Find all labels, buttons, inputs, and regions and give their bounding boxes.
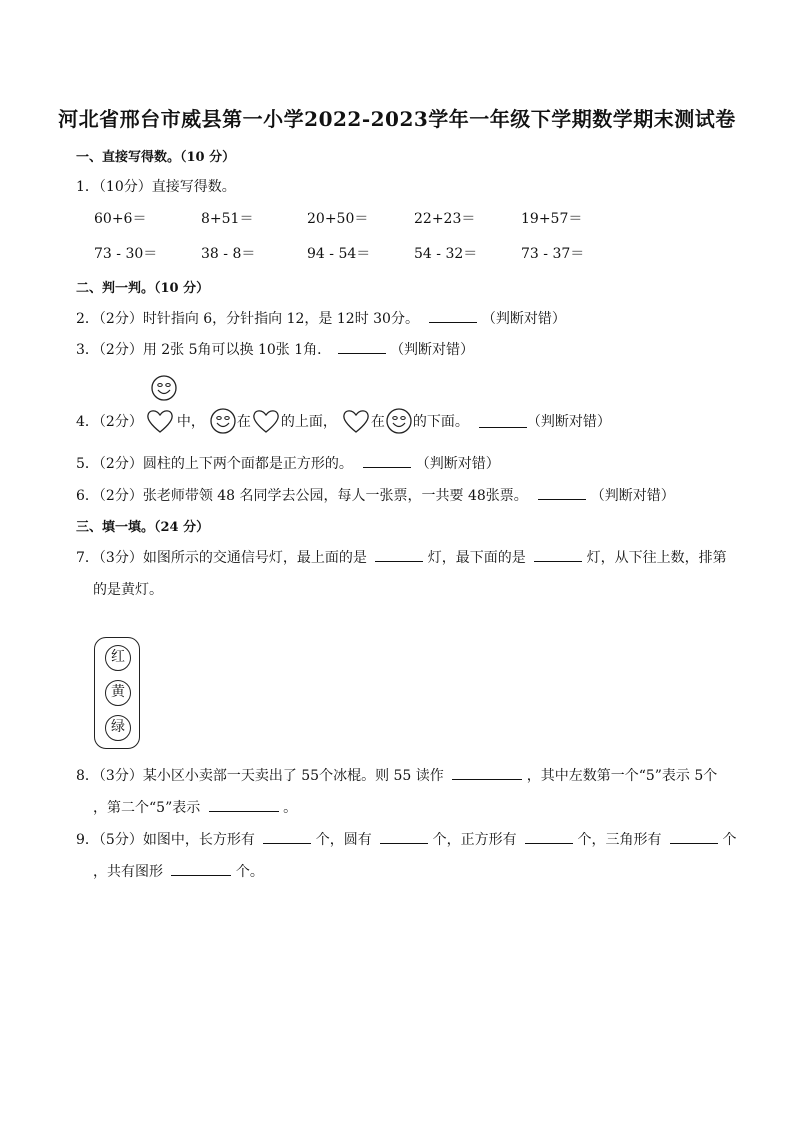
q9-text: 个 xyxy=(722,832,737,848)
calc-item: 94 - 54＝ xyxy=(307,246,371,262)
answer-blank[interactable] xyxy=(338,341,386,354)
question-3-text: 3．（2分）用 2张 5角可以换 10张 1角． xyxy=(76,342,332,358)
question-2 xyxy=(76,308,566,328)
q8-text: 。 xyxy=(283,800,298,816)
q9-text: 9．（5分）如图中，长方形有 xyxy=(76,832,255,848)
heart-icon xyxy=(145,407,175,435)
q4-text: 在 xyxy=(370,414,385,430)
q8-text: ，第二个“5”表示 xyxy=(93,800,201,816)
calc-item: 73 - 30＝ xyxy=(94,246,158,262)
question-5-text: 5．（2分）圆柱的上下两个面都是正方形的。 xyxy=(76,456,353,472)
heart-icon xyxy=(341,407,371,435)
question-6-text: 6．（2分）张老师带领 48 名同学去公园，每人一张票，一共要 48张票。 xyxy=(76,488,528,504)
question-8 xyxy=(76,765,717,785)
judge-suffix: （判断对错） xyxy=(590,488,675,504)
judge-suffix: （判断对错） xyxy=(526,414,611,430)
question-9-line-2 xyxy=(93,861,264,881)
answer-blank[interactable] xyxy=(534,549,582,562)
q8-text: ，其中左数第一个“5”表示 5个 xyxy=(526,768,718,784)
question-5 xyxy=(76,453,500,473)
question-8-line-2 xyxy=(93,797,297,817)
answer-blank[interactable] xyxy=(375,549,423,562)
judge-suffix: （判断对错） xyxy=(481,311,566,327)
answer-blank[interactable] xyxy=(209,799,279,812)
answer-blank[interactable] xyxy=(380,831,428,844)
answer-blank[interactable] xyxy=(452,767,522,780)
q9-text: 个，正方形有 xyxy=(432,832,517,848)
answer-blank[interactable] xyxy=(263,831,311,844)
section-heading-2: 二、判一判。（10 分） xyxy=(76,281,210,296)
q9-text: ，共有图形 xyxy=(93,864,163,880)
question-4 xyxy=(76,407,611,435)
traffic-light-figure xyxy=(94,637,140,749)
calc-item: 19+57＝ xyxy=(521,211,583,227)
smiley-icon xyxy=(209,407,237,435)
question-7-line-2: 的是黄灯。 xyxy=(93,582,163,598)
calc-item: 38 - 8＝ xyxy=(201,246,256,262)
answer-blank[interactable] xyxy=(670,831,718,844)
question-2-text: 2．（2分）时针指向 6，分针指向 12，是 12时 30分。 xyxy=(76,311,419,327)
heart-icon xyxy=(251,407,281,435)
question-3 xyxy=(76,339,474,359)
q7-text: 7．（3分）如图所示的交通信号灯，最上面的是 xyxy=(76,550,367,566)
calc-item: 22+23＝ xyxy=(414,211,476,227)
traffic-light-red: 红 xyxy=(105,645,131,671)
q9-text: 个，圆有 xyxy=(315,832,372,848)
q4-text: 在 xyxy=(236,414,251,430)
q4-text: 的上面， xyxy=(280,414,337,430)
q9-text: 个，三角形有 xyxy=(577,832,662,848)
q4-text: 中， xyxy=(176,414,205,430)
answer-blank[interactable] xyxy=(429,310,477,323)
calc-item: 73 - 37＝ xyxy=(521,246,585,262)
calc-item: 54 - 32＝ xyxy=(414,246,478,262)
question-4-prefix: 4．（2分） xyxy=(76,414,143,430)
answer-blank[interactable] xyxy=(525,831,573,844)
smiley-icon xyxy=(385,407,413,435)
calc-item: 20+50＝ xyxy=(307,211,369,227)
page-title: 河北省邢台市威县第一小学2022-2023学年一年级下学期数学期末测试卷 xyxy=(58,107,736,131)
answer-blank[interactable] xyxy=(363,455,411,468)
judge-suffix: （判断对错） xyxy=(415,456,500,472)
judge-suffix: （判断对错） xyxy=(390,342,475,358)
traffic-light-yellow: 黄 xyxy=(105,680,131,706)
q9-text: 个。 xyxy=(235,864,264,880)
question-9 xyxy=(76,829,736,849)
calc-item: 8+51＝ xyxy=(201,211,254,227)
section-heading-3: 三、填一填。（24 分） xyxy=(76,520,210,535)
question-6 xyxy=(76,485,675,505)
q7-text: 灯，最下面的是 xyxy=(427,550,526,566)
q8-text: 8．（3分）某小区小卖部一天卖出了 55个冰棍。则 55 读作 xyxy=(76,768,444,784)
q7-text: 灯，从下往上数，排第 xyxy=(586,550,727,566)
answer-blank[interactable] xyxy=(538,487,586,500)
question-1: 1．（10分）直接写得数。 xyxy=(76,179,236,195)
calc-item: 60+6＝ xyxy=(94,211,147,227)
smiley-icon xyxy=(150,374,178,402)
traffic-light-green: 绿 xyxy=(105,715,131,741)
answer-blank[interactable] xyxy=(479,415,527,428)
section-heading-1: 一、直接写得数。（10 分） xyxy=(76,150,236,165)
answer-blank[interactable] xyxy=(171,863,231,876)
question-7 xyxy=(76,547,727,567)
q4-text: 的下面。 xyxy=(412,414,469,430)
